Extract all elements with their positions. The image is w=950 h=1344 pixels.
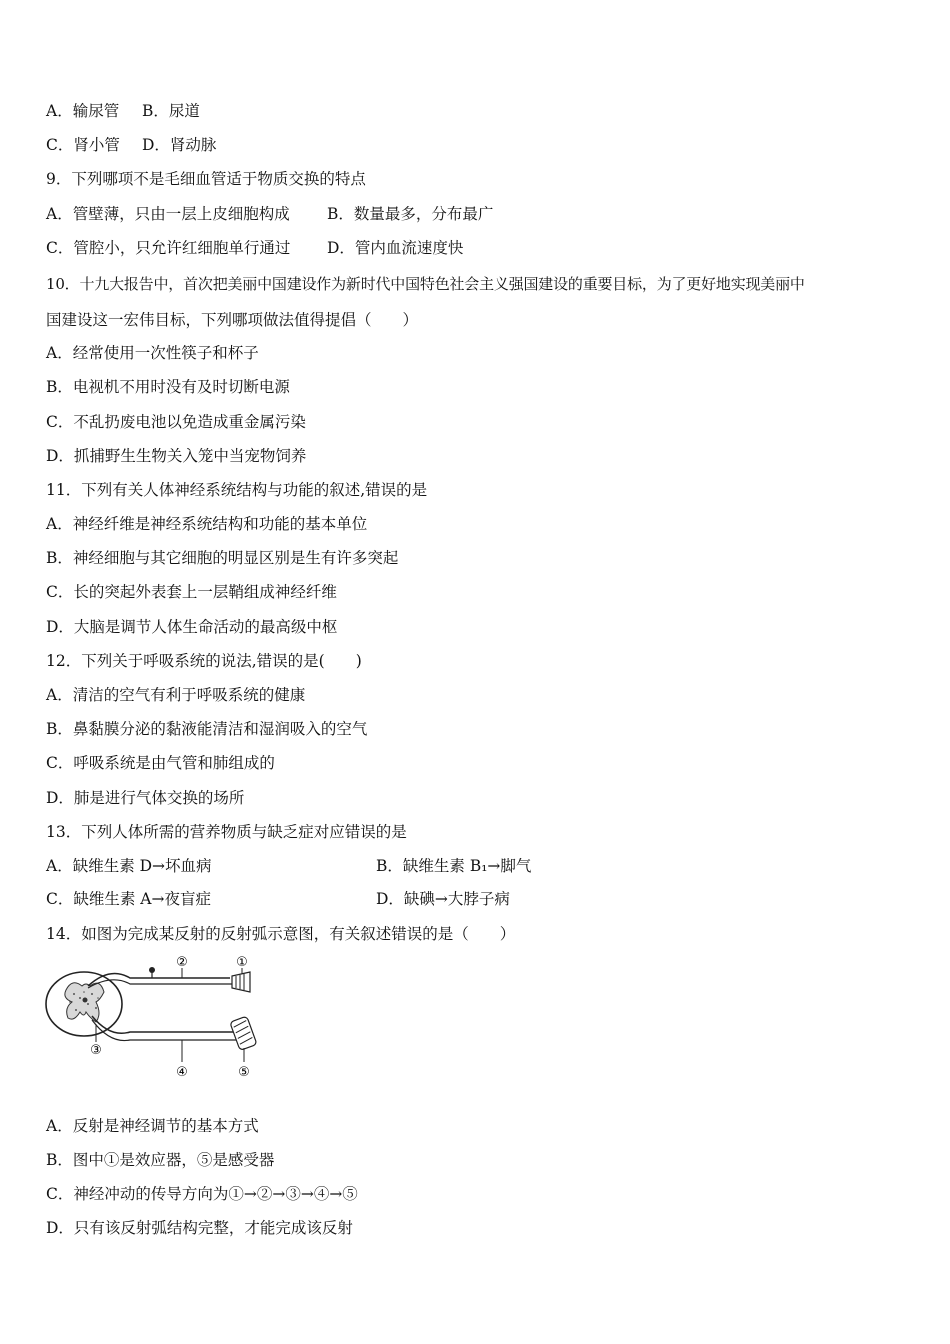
q13-stem: 13．下列人体所需的营养物质与缺乏症对应错误的是: [46, 823, 407, 841]
q11-option-c: C．长的突起外表套上一层鞘组成神经纤维: [46, 583, 337, 601]
q11-option-d: D．大脑是调节人体生命活动的最高级中枢: [46, 618, 338, 636]
q10-option-c: C．不乱扔废电池以免造成重金属污染: [46, 413, 306, 431]
q14-option-d: D．只有该反射弧结构完整，才能完成该反射: [46, 1219, 353, 1237]
q10-option-b: B．电视机不用时没有及时切断电源: [46, 378, 290, 396]
q11-option-a: A．神经纤维是神经系统结构和功能的基本单位: [46, 515, 368, 533]
q8-option-b: B．尿道: [142, 102, 200, 120]
q13-option-a: A．缺维生素 D→坏血病: [46, 857, 212, 875]
figure-label-3: ③: [90, 1043, 102, 1058]
q9-option-c: C．管腔小，只允许红细胞单行通过: [46, 239, 291, 257]
reflex-arc-figure: [40, 952, 270, 1082]
q12-stem: 12．下列关于呼吸系统的说法,错误的是( ): [46, 652, 362, 670]
q14-stem: 14．如图为完成某反射的反射弧示意图，有关叙述错误的是（ ）: [46, 925, 516, 943]
q9-option-a: A．管壁薄，只由一层上皮细胞构成: [46, 205, 290, 223]
q14-option-c: C．神经冲动的传导方向为①→②→③→④→⑤: [46, 1185, 358, 1203]
q13-option-d: D．缺碘→大脖子病: [376, 890, 510, 908]
q13-option-c: C．缺维生素 A→夜盲症: [46, 890, 211, 908]
q8-option-c: C．肾小管: [46, 136, 120, 154]
q8-option-a: A．输尿管: [46, 102, 120, 120]
q10-stem-line2: 国建设这一宏伟目标，下列哪项做法值得提倡（ ）: [46, 311, 419, 329]
q9-stem: 9．下列哪项不是毛细血管适于物质交换的特点: [46, 170, 366, 188]
q13-option-b: B．缺维生素 B₁→脚气: [376, 857, 532, 875]
figure-label-5: ⑤: [238, 1065, 250, 1080]
q14-option-b: B．图中①是效应器，⑤是感受器: [46, 1151, 275, 1169]
q8-option-d: D．肾动脉: [142, 136, 217, 154]
figure-label-1: ①: [236, 955, 248, 970]
q12-option-a: A．清洁的空气有利于呼吸系统的健康: [46, 686, 306, 704]
q9-option-b: B．数量最多，分布最广: [327, 205, 494, 223]
q12-option-d: D．肺是进行气体交换的场所: [46, 789, 245, 807]
q9-option-d: D．管内血流速度快: [327, 239, 464, 257]
q10-stem-line1: 10．十九大报告中，首次把美丽中国建设作为新时代中国特色社会主义强国建设的重要目标，为了更好地实现美丽中: [46, 275, 805, 293]
q11-stem: 11．下列有关人体神经系统结构与功能的叙述,错误的是: [46, 481, 428, 499]
q10-option-d: D．抓捕野生生物关入笼中当宠物饲养: [46, 447, 307, 465]
q12-option-b: B．鼻黏膜分泌的黏液能清洁和湿润吸入的空气: [46, 720, 368, 738]
figure-label-4: ④: [176, 1065, 188, 1080]
q12-option-c: C．呼吸系统是由气管和肺组成的: [46, 754, 275, 772]
q14-option-a: A．反射是神经调节的基本方式: [46, 1117, 259, 1135]
q11-option-b: B．神经细胞与其它细胞的明显区别是生有许多突起: [46, 549, 399, 567]
q10-option-a: A．经常使用一次性筷子和杯子: [46, 344, 259, 362]
figure-label-2: ②: [176, 955, 188, 970]
